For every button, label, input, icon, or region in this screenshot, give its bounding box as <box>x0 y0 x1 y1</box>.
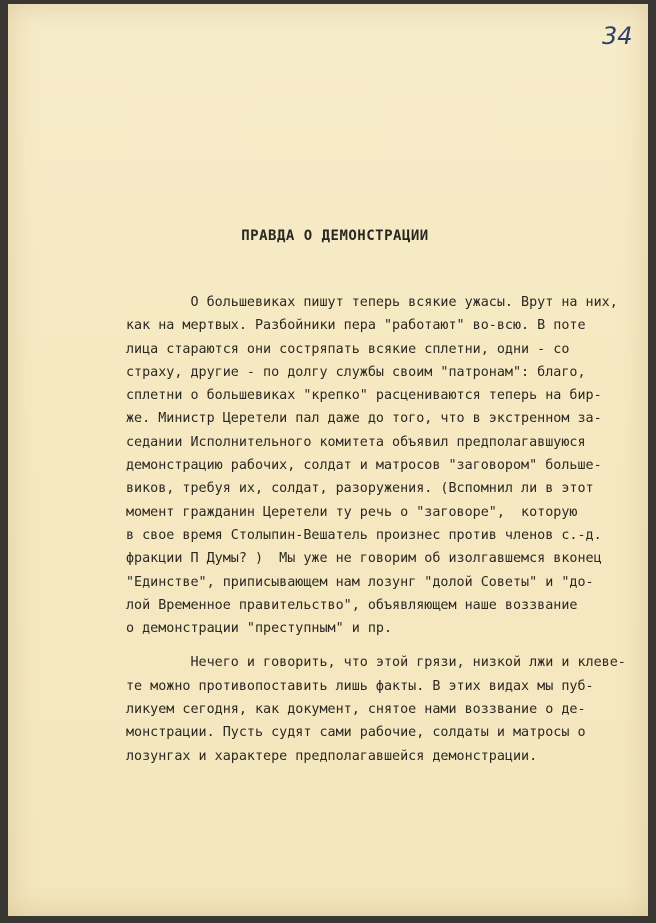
text-line: О большевиках пишут теперь всякие ужасы. Врут на них, <box>126 295 618 310</box>
text-line: те можно противопоставить лишь факты. В этих видах мы пуб- <box>126 678 594 694</box>
text-line: сплетни о большевиках "крепко" расцениваются теперь на бир- <box>126 388 602 404</box>
page-number: 34 <box>602 22 633 50</box>
text-line: седании Исполнительного комитета объявил предполагавшуюся <box>126 434 586 450</box>
paragraph-spacer <box>126 640 646 651</box>
text-line: фракции П Думы? ) Мы уже не говорим об изолгавшемся вконец <box>126 551 602 567</box>
text-line: в свое время Столыпин-Вешатель произнес против членов с.-д. <box>126 527 602 543</box>
paragraph-1 <box>126 291 646 640</box>
text-line: страху, другие - по долгу службы своим "патронам": благо, <box>126 364 586 380</box>
text-line: лица стараются они состряпать всякие сплетни, одни - со <box>126 341 570 357</box>
document-title: ПРАВДА О ДЕМОНСТРАЦИИ <box>241 228 429 244</box>
text-line: о демонстрации "преступным" и пр. <box>126 621 393 637</box>
text-line: виков, требуя их, солдат, разоружения. (Вспомнил ли в этот <box>126 481 594 497</box>
paragraph-2 <box>126 651 646 767</box>
text-line: как на мертвых. Разбойники пера "работают" во-всю. В поте <box>126 318 586 334</box>
document-body <box>126 291 646 768</box>
text-line: лой Временное правительство", объявляющем наше воззвание <box>126 597 578 613</box>
text-line: Нечего и говорить, что этой грязи, низкой лжи и клеве- <box>126 655 626 671</box>
text-line: монстрации. Пусть судят сами рабочие, солдаты и матросы о <box>126 725 586 741</box>
text-line: же. Министр Церетели пал даже до того, что в экстренном за- <box>126 411 602 427</box>
text-line: лозунгах и характере предполагавшейся демонстрации. <box>126 748 538 764</box>
text-line: момент гражданин Церетели ту речь о "заговоре", которую <box>126 504 578 520</box>
text-line: "Единстве", приписывающем нам лозунг "долой Советы" и "до- <box>126 574 594 590</box>
text-line: ликуем сегодня, как документ, снятое нами воззвание о де- <box>126 702 586 718</box>
text-line: демонстрацию рабочих, солдат и матросов "заговором" больше- <box>126 458 602 474</box>
